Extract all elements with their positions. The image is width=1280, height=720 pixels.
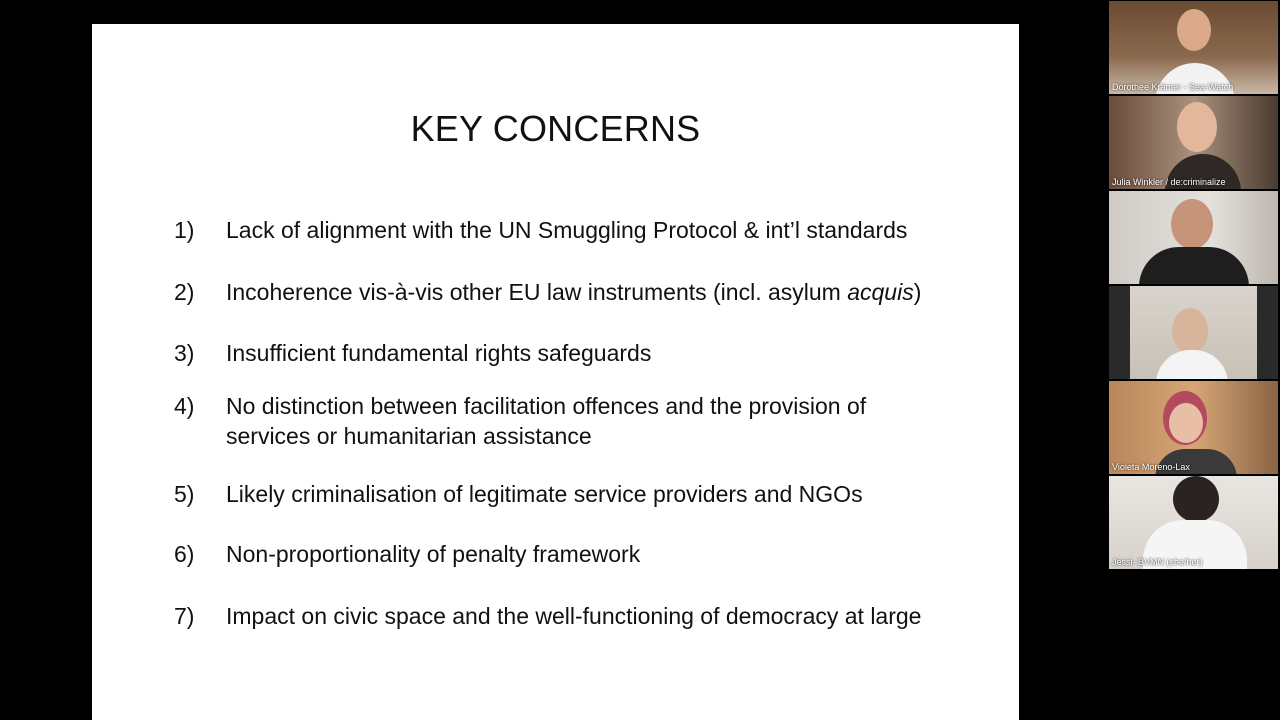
concern-text: No distinction between facilitation offences and the provision of services or humanitarian assistance — [226, 393, 867, 449]
concern-item — [174, 479, 954, 509]
shared-slide — [92, 24, 1019, 720]
concern-number: 7) — [174, 603, 195, 629]
participant-tile[interactable] — [1109, 191, 1278, 284]
concern-number: 1) — [174, 217, 195, 243]
participant-tile[interactable] — [1109, 286, 1278, 379]
participant-name: Dorothee Krämer - Sea-Watch — [1112, 82, 1234, 92]
participant-video — [1171, 199, 1213, 249]
participant-name: Jessi- BVMN (she/her) — [1112, 557, 1203, 567]
participant-tile[interactable] — [1109, 96, 1278, 189]
concern-text-part: ) — [913, 279, 922, 305]
concern-number: 3) — [174, 340, 195, 366]
participant-tile[interactable] — [1109, 1, 1278, 94]
participant-tile[interactable] — [1109, 476, 1278, 569]
concern-item — [174, 539, 954, 569]
participant-video — [1139, 247, 1249, 284]
participant-name: Julia Winkler / de:criminalize — [1112, 177, 1226, 187]
concern-text — [226, 277, 994, 307]
participant-tile[interactable] — [1109, 381, 1278, 474]
concern-item — [174, 215, 954, 245]
concern-text: Insufficient fundamental rights safeguards — [226, 340, 652, 366]
participant-video — [1177, 9, 1211, 51]
concern-text-italic: acquis — [847, 279, 914, 305]
concern-text-part: Incoherence vis-à-vis other EU law instruments (incl. asylum — [226, 279, 848, 305]
concern-number: 4) — [174, 393, 195, 419]
concern-text: Non-proportionality of penalty framework — [226, 541, 641, 567]
participant-video — [1177, 102, 1217, 152]
concern-number: 5) — [174, 481, 195, 507]
concern-item — [174, 338, 954, 368]
concern-number: 6) — [174, 541, 195, 567]
participant-name: Violeta Moreno-Lax — [1112, 462, 1190, 472]
concern-text: Impact on civic space and the well-functioning of democracy at large — [226, 603, 922, 629]
slide-title: KEY CONCERNS — [410, 108, 701, 149]
participant-video — [1169, 403, 1203, 443]
concern-item — [174, 391, 874, 451]
participant-video — [1130, 286, 1257, 379]
concern-item — [174, 601, 974, 631]
concern-number: 2) — [174, 279, 195, 305]
participant-video — [1173, 476, 1219, 522]
concern-text: Lack of alignment with the UN Smuggling Protocol & int’l standards — [226, 217, 908, 243]
concern-text: Likely criminalisation of legitimate service providers and NGOs — [226, 481, 863, 507]
concern-item — [174, 277, 994, 307]
